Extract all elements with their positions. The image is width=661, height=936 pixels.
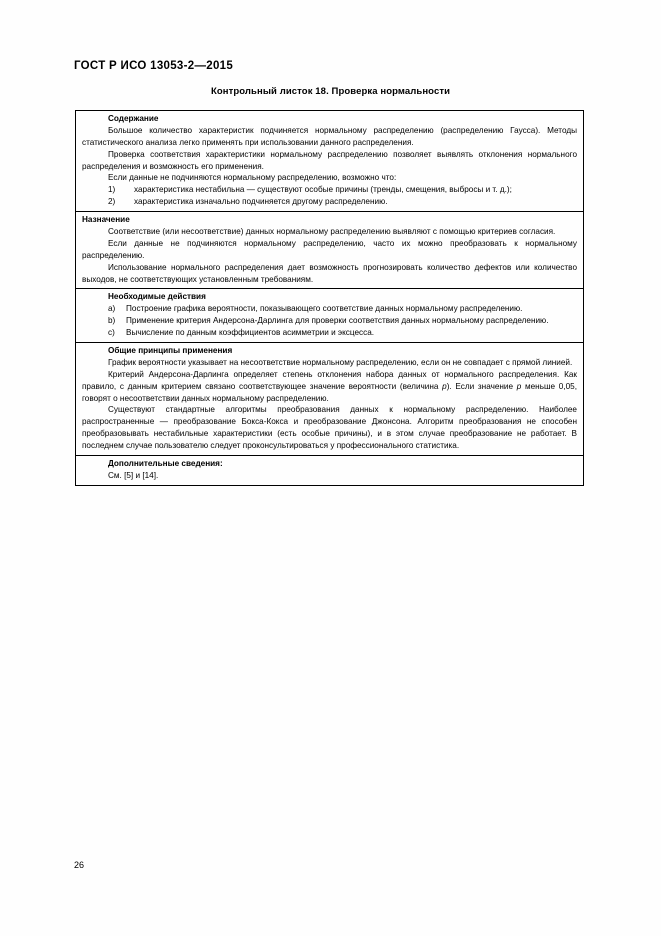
section-principles-paragraph-2 [82,369,577,405]
standard-number: ГОСТ Р ИСО 13053-2—2015 [74,60,234,72]
list-item-text: Вычисление по данным коэффициентов асимметрии и эксцесса. [126,328,375,338]
list-item-text: характеристика изначально подчиняется другому распределению. [134,197,388,207]
list-item [82,196,577,208]
checklist-table [75,110,584,486]
page-title: Контрольный листок 18. Проверка нормальности [210,86,451,97]
section-principles-heading: Общие принципы применения [108,346,233,356]
list-item-marker: b) [108,316,116,326]
section-actions [76,289,583,343]
probability-variable-2: p [516,381,522,391]
principles-p2-part-c: меньше 0,05, говорят о несоответствии данных нормальному распределению. [82,381,577,403]
list-item [82,184,577,196]
section-principles-paragraph-3: Существуют стандартные алгоритмы преобразования данных к нормальному распределению. Наиболее распространенные — преобразование Бокса-Кокса и преобразование Джонсона. Алгоритм преобразования не способен преобразовывать нестабильные характеристики (есть особые причины), и в этом случае преобразование не работает. В последнем случае пользователю следует проконсультироваться у профессионального статистика. [82,405,577,451]
list-item [82,315,577,327]
section-purpose [76,212,583,289]
section-principles [76,343,583,456]
section-actions-heading: Необходимые действия [108,292,206,302]
list-item-marker: c) [108,328,115,338]
principles-p2-part-b: ). Если значение [446,381,517,391]
principles-p2-part-a: Критерий Андерсона-Дарлинга определяет степень отклонения набора данных от нормального распределения. Как правило, с данным критерием связано соответствующее значение вероятности (величина [82,369,577,391]
list-item-text: Построение графика вероятности, показывающего соответствие данных нормальному распределению. [126,304,523,314]
section-content-heading: Содержание [108,114,159,123]
section-content-paragraph-3: Если данные не подчиняются нормальному распределению, возможно что: [108,173,397,183]
section-purpose-paragraph-3: Использование нормального распределения дает возможность прогнозировать количество дефектов или количество выходов, не соответствующих установленным требованиям. [82,262,577,284]
section-content [76,111,583,212]
section-content-paragraph-2: Проверка соответствия характеристики нормальному распределению позволяет выявлять отклонения нормального распределения и возможность его применения. [82,149,577,171]
section-additional-info [76,456,583,485]
list-item-marker: a) [108,304,116,314]
page-number: 26 [74,860,85,870]
section-additional-info-heading: Дополнительные сведения: [108,459,223,469]
list-item [82,327,577,339]
section-additional-info-paragraph-1: См. [5] и [14]. [108,470,159,480]
section-purpose-paragraph-1: Соответствие (или несоответствие) данных нормальному распределению выявляют с помощью критериев согласия. [108,227,556,237]
list-item-marker: 1) [108,185,116,195]
list-item-marker: 2) [108,197,116,207]
section-content-paragraph-1: Большое количество характеристик подчиняется нормальному распределению (распределению Гаусса). Методы статистического анализа легко применять при использовании данного распределения. [82,125,577,147]
section-principles-paragraph-1: График вероятности указывает на несоответствие нормальному распределению, если он не совпадает с прямой линией. [108,357,573,367]
section-purpose-paragraph-2: Если данные не подчиняются нормальному распределению, часто их можно преобразовать к нормальному распределению. [82,238,577,260]
section-purpose-heading: Назначение [82,215,130,225]
list-item-text: Применение критерия Андерсона-Дарлинга для проверки соответствия данных нормальному распределению. [126,316,549,326]
list-item-text: характеристика нестабильна — существуют особые причины (тренды, смещения, выбросы и т. д.); [134,185,512,195]
probability-variable-1: p [442,381,447,391]
list-item [82,303,577,315]
